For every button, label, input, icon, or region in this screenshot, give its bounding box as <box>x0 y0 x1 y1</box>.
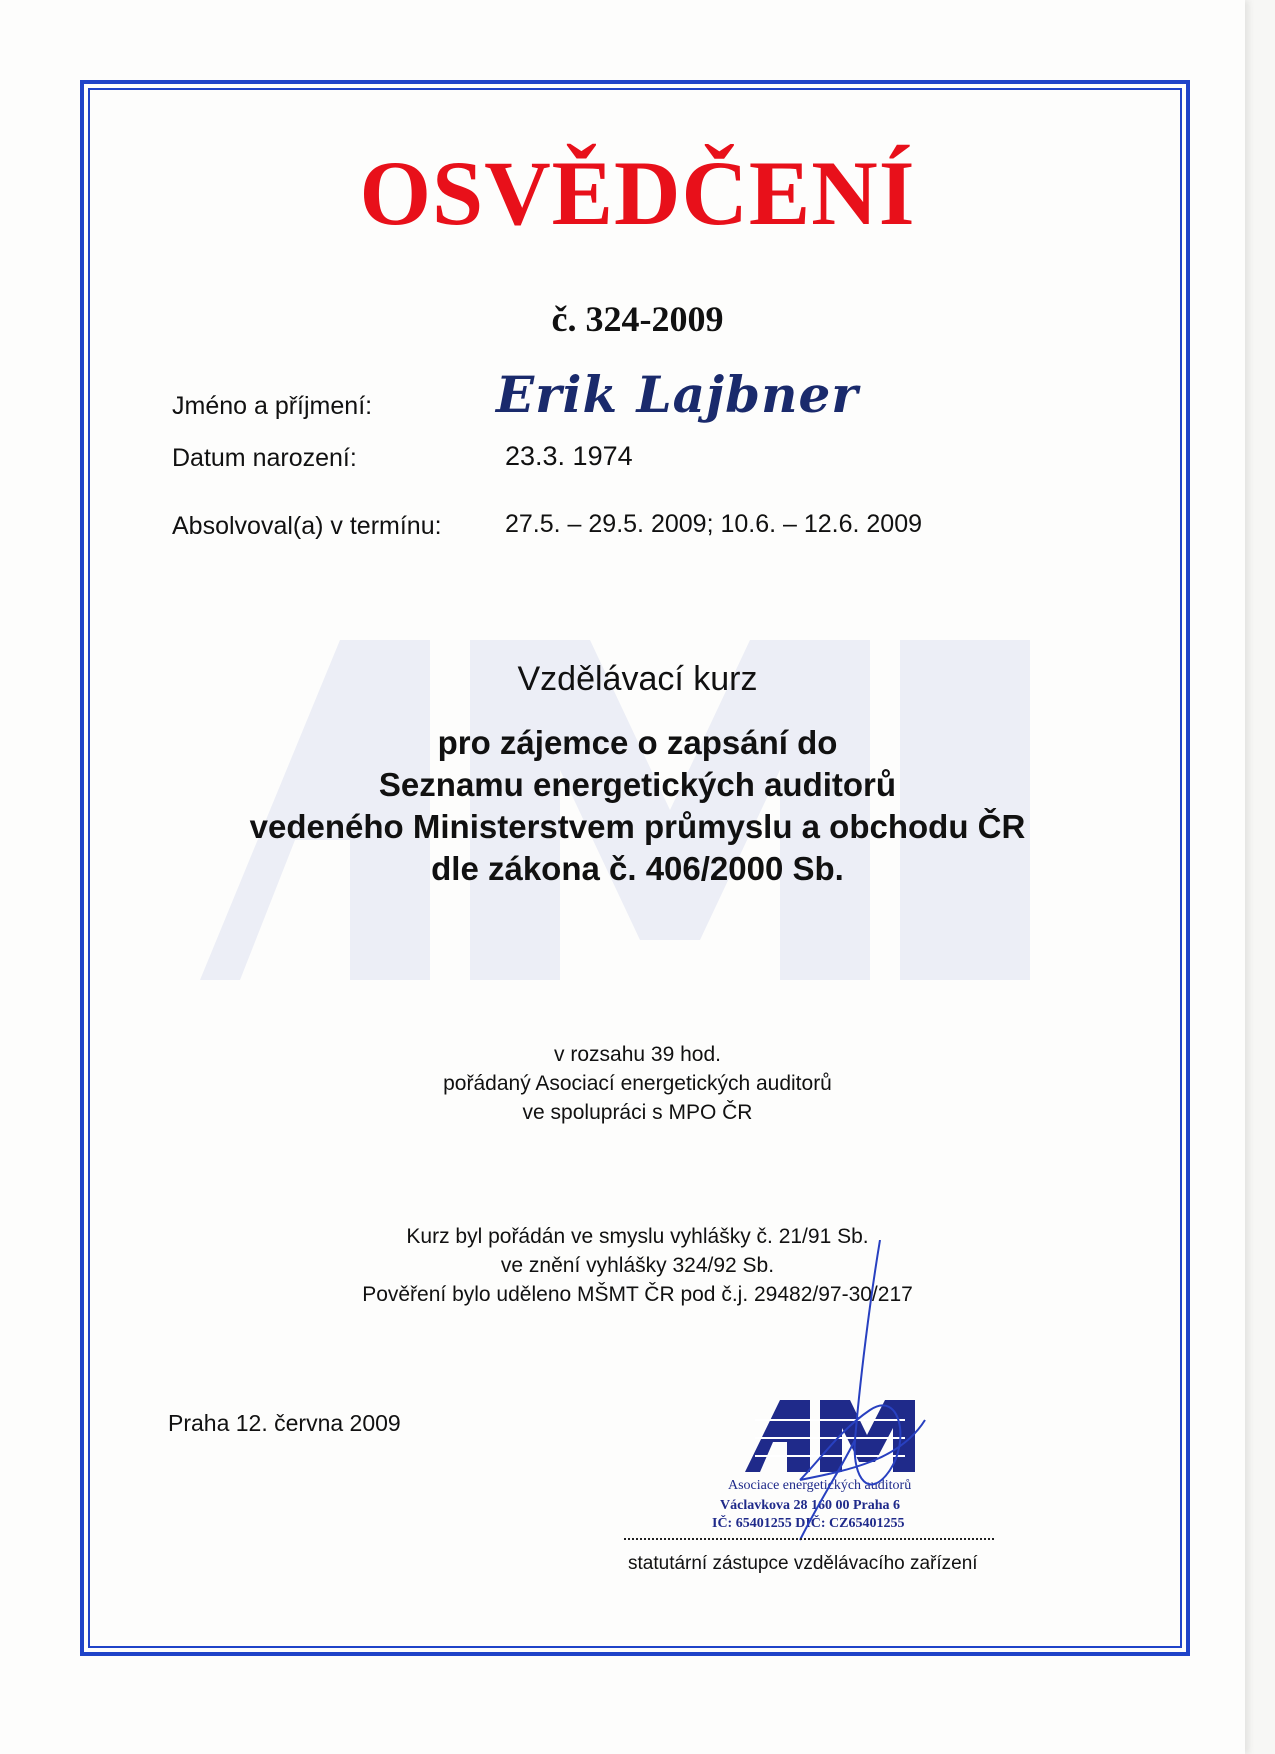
place-date: Praha 12. června 2009 <box>168 1410 401 1436</box>
course-line: vedeného Ministerstvem průmyslu a obchodu ČR <box>249 808 1026 845</box>
course-line: dle zákona č. 406/2000 Sb. <box>431 850 844 887</box>
completed-label: Absolvoval(a) v termínu: <box>172 512 442 540</box>
stamp-org: Asociace energetických auditorů <box>728 1478 912 1493</box>
birth-label: Datum narození: <box>172 444 357 472</box>
certificate-number: č. 324-2009 <box>551 299 724 339</box>
details-line: v rozsahu 39 hod. <box>554 1043 721 1066</box>
details-line: ve spolupráci s MPO ČR <box>522 1101 753 1124</box>
course-heading: Vzdělávací kurz <box>517 660 758 698</box>
stamp-ids: IČ: 65401255 DIČ: CZ65401255 <box>712 1516 905 1531</box>
legal-line: ve znění vyhlášky 324/92 Sb. <box>500 1254 775 1277</box>
course-line: Seznamu energetických auditorů <box>378 766 897 803</box>
signature <box>760 1240 930 1550</box>
details-line: pořádaný Asociací energetických auditorů <box>443 1072 832 1095</box>
course-description <box>0 722 1275 890</box>
certificate-title: OSVĚDČENÍ <box>359 142 916 244</box>
completed-value: 27.5. – 29.5. 2009; 10.6. – 12.6. 2009 <box>505 510 923 538</box>
legal-line: Kurz byl pořádán ve smyslu vyhlášky č. 21/91 Sb. <box>406 1225 869 1248</box>
signature-line <box>624 1538 994 1540</box>
course-line: pro zájemce o zapsání do <box>437 724 838 761</box>
legal-notes <box>0 1222 1275 1309</box>
name-value: Erik Lajbner <box>496 365 859 424</box>
name-label: Jméno a příjmení: <box>172 392 373 420</box>
signature-caption: statutární zástupce vzdělávacího zařízení <box>628 1553 978 1574</box>
birth-value: 23.3. 1974 <box>505 441 633 471</box>
stamp-address: Václavkova 28 160 00 Praha 6 <box>720 1498 901 1513</box>
legal-line: Pověření bylo uděleno MŠMT ČR pod č.j. 29482/97-30/217 <box>362 1283 913 1306</box>
course-details <box>0 1040 1275 1127</box>
